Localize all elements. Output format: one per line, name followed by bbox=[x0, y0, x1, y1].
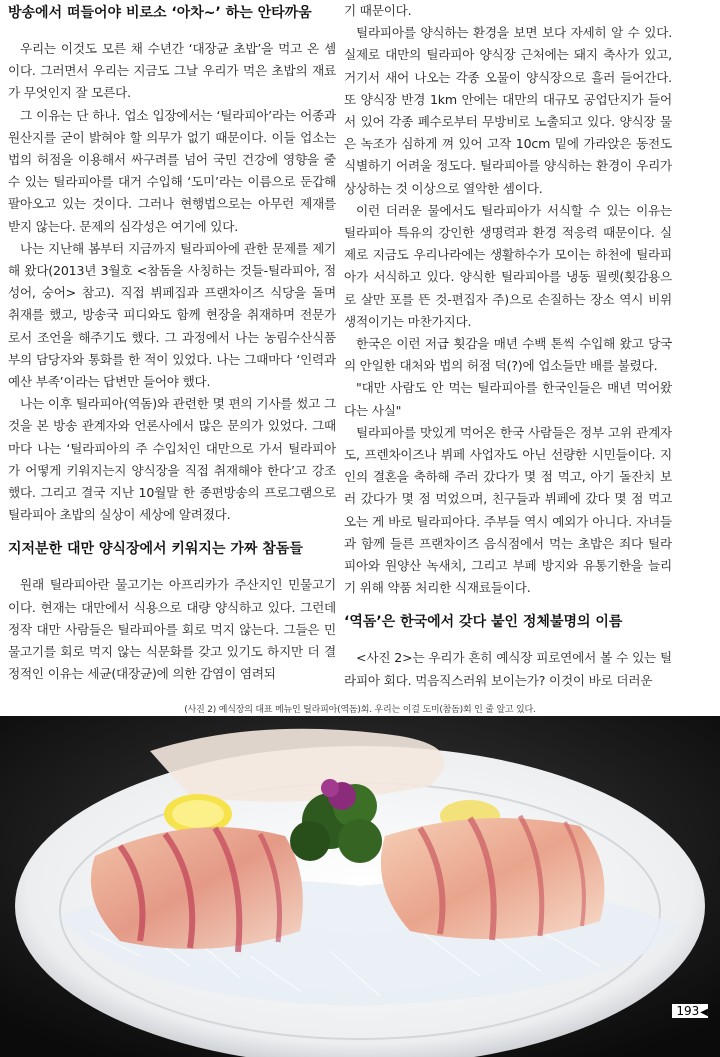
left-body-2 bbox=[8, 574, 336, 685]
fish-slices-right bbox=[381, 816, 605, 940]
page-number-text: 193 bbox=[676, 1004, 700, 1018]
paragraph: 나는 지난해 봄부터 지금까지 틸라피아에 관한 문제를 제기해 왔다(2013년 3월호 <참돔을 사칭하는 것들-틸라피아, 점성어, 숭어> 참고). 직접 뷔페집과 프랜차이즈 식당을 돌며 취재를 했고, 방송국 피디와도 함께 현장을 취재하며 전문가로서 조언을 해주기도 했다. 그 과정에서 나는 농림수산식품부의 담당자와 통화를 한 적이 있었다. 나는 그때마다 ‘인력과 예산 부족’이라는 답변만 들어야 했다. bbox=[8, 240, 336, 390]
left-column bbox=[8, 0, 336, 685]
sashimi-photo bbox=[0, 716, 720, 1057]
paragraph: 그 이유는 단 하나. 업소 입장에서는 ‘틸라피아’라는 어종과 원산지를 굳이 밝혀야 할 의무가 없기 때문이다. 이들 업소는 법의 허점을 이용해서 싸구려를 넘어 국민 건강에 영향을 줄 수 있는 틸라피아를 대거 수입해 ‘도미’라는 이름으로 둔갑해 팔아오고 있는 것이다. 그러나 현행법으로는 아무런 제재를 받지 않는다. 문제의 심각성은 여기에 있다. bbox=[8, 107, 336, 234]
quote: "대만 사람도 안 먹는 틸라피아를 한국인들은 매년 먹어왔다는 사실" bbox=[344, 380, 672, 418]
paragraph: 나는 이후 틸라피아(역돔)와 관련한 몇 편의 기사를 썼고 그것을 본 방송 관계자와 언론사에서 많은 문의가 있었다. 그때마다 나는 ‘틸라피아의 주 수입처인 대만으로 가서 틸라피아가 어떻게 키워지는지 양식장을 직접 취재해야 한다’고 강조했다. 그리고 결국 지난 10월말 한 종편방송의 프로그램으로 틸라피아 초밥의 실상이 세상에 알려졌다. bbox=[8, 396, 336, 523]
paragraph: 기 때문이다. bbox=[344, 3, 412, 18]
page-number bbox=[672, 1004, 708, 1018]
paragraph: 원래 틸라피아란 물고기는 아프리카가 주산지인 민물고기이다. 현재는 대만에서 식용으로 대량 양식하고 있다. 그런데 정작 대만 사람들은 틸라피아를 회로 먹지 않는다. 그들은 민물고기를 회로 먹지 않는 식문화를 갖고 있기도 하지만 더 결정적인 이유는 세균(대장균)에 의한 감염이 염려되 bbox=[8, 577, 336, 682]
paragraph: 우리는 이것도 모른 채 수년간 ‘대장균 초밥’을 먹고 온 셈이다. 그러면서 우리는 지금도 그날 우리가 먹은 초밥의 재료가 무엇인지 잘 모른다. bbox=[8, 41, 336, 101]
sashimi-plate-illustration bbox=[0, 716, 720, 1057]
section-heading-3: ‘역돔’은 한국에서 갖다 붙인 정체불명의 이름 bbox=[344, 614, 623, 631]
photo-caption: (사진 2) 예식장의 대표 메뉴인 틸라피아(역돔)회. 우리는 이걸 도미(참돔)회 인 줄 알고 있다. bbox=[184, 705, 536, 715]
right-body-2 bbox=[344, 647, 672, 691]
page-marker-icon: ◀ bbox=[700, 1007, 708, 1018]
paragraph: 틸라피아를 양식하는 환경을 보면 보다 자세히 알 수 있다. 실제로 대만의 틸라피아 양식장 근처에는 돼지 축사가 있고, 거기서 새어 나오는 각종 오물이 양식장으로 흘러 들어간다. 또 양식장 반경 1km 안에는 대만의 대규모 공업단지가 들어서 있어 각종 폐수로부터 무방비로 노출되고 있다. 양식장 물은 녹조가 심하게 껴 있어 고작 10cm 밑에 가라앉은 동전도 식별하기 어려울 정도다. 틸라피아를 양식하는 환경이 우리가 상상하는 것 이상으로 열악한 셈이다. bbox=[344, 25, 672, 196]
left-body-1 bbox=[8, 38, 336, 526]
section-heading-1: 방송에서 떠들어야 비로소 ‘아차~’ 하는 안타까움 bbox=[8, 5, 312, 21]
fish-slices-left bbox=[91, 827, 303, 952]
right-body-1 bbox=[344, 0, 672, 599]
paragraph: <사진 2>는 우리가 흔히 예식장 피로연에서 볼 수 있는 틸라피아 회다. 먹음직스러워 보이는가? 이것이 바로 더러운 bbox=[344, 650, 672, 688]
paragraph: 이런 더러운 물에서도 틸라피아가 서식할 수 있는 이유는 틸라피아 특유의 강인한 생명력과 환경 적응력 때문이다. 실제로 지금도 우리나라에는 생활하수가 모이는 하천에 틸라피아가 서식하고 있다. 양식한 틸라피아를 냉동 필렛(횟감용으로 살만 포를 뜬 것-편집자 주)으로 손질하는 장소 역시 비위생적이기는 마찬가지다. bbox=[344, 202, 672, 329]
paragraph: 한국은 이런 저급 횟감을 매년 수백 톤씩 수입해 왔고 당국의 안일한 대처와 법의 허점 덕(?)에 업소들만 배를 불렸다. bbox=[344, 336, 672, 374]
paragraph: 틸라피아를 맛있게 먹어온 한국 사람들은 정부 고위 관계자도, 프렌차이즈나 뷔페 사업자도 아닌 선량한 시민들이다. 지인의 결혼을 축하해 주러 갔다가 몇 점 먹고, 아기 돌잔치 보러 갔다가 몇 점 먹었으며, 친구들과 뷔페에 갔다 몇 점 먹고 오는 게 바로 틸라피아다. 주부들 역시 예외가 아니다. 자녀들과 함께 들른 프랜차이즈 음식점에서 먹는 초밥은 죄다 틸라피아와 원양산 녹새치, 그리고 부페 방지와 유통기한을 늘리기 위해 약품 처리한 식재료들이다. bbox=[344, 424, 672, 596]
right-column bbox=[344, 0, 672, 692]
section-heading-2: 지저분한 대만 양식장에서 키워지는 가짜 참돔들 bbox=[8, 541, 303, 558]
